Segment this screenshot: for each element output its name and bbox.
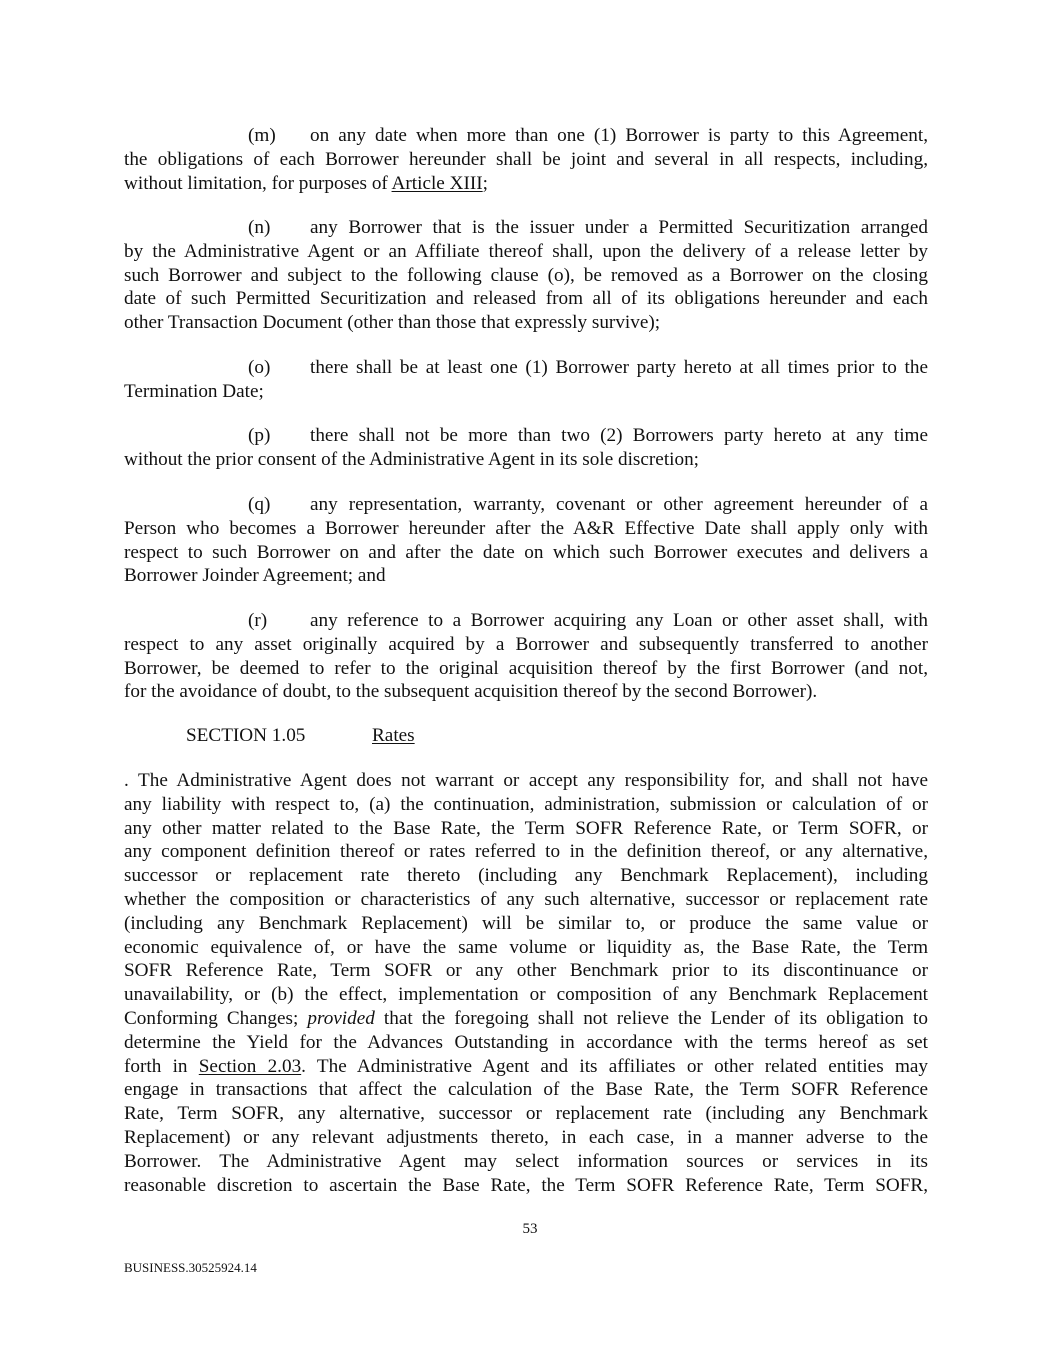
rates-line: . The Administrative Agent does not warrant or accept any responsibility for, and shall not have [124,770,928,791]
section-2-03-link[interactable]: Section 2.03 [198,1055,302,1077]
clause-text: any reference to a Borrower acquiring any Loan or other asset shall, with [310,610,928,631]
clause-line: the obligations of each Borrower hereunder shall be joint and several in all respects, including, [124,148,928,170]
section-number: SECTION 1.05 [186,725,306,746]
clause-line: for the avoidance of doubt, to the subsequent acquisition thereof by the second Borrower). [124,681,818,703]
clause-label: (r) [248,610,268,631]
clause-line: Termination Date; [124,380,264,402]
rates-line: whether the composition or characteristics of any such alternative, successor or replacement rate [124,888,928,910]
clause-text: there shall not be more than two (2) Borrowers party hereto at any time [310,425,928,446]
clause-text: ; [482,172,488,194]
rates-text: forth in [124,1055,199,1077]
clause-line [124,609,928,633]
rates-line [124,1007,928,1031]
rates-paragraph [124,769,928,1197]
rates-line: reasonable discretion to ascertain the Base Rate, the Term SOFR Reference Rate, Term SOFR, [124,1174,928,1196]
provided-italic: provided [307,1007,375,1029]
clause-line [124,424,928,448]
rates-text: that the foregoing shall not relieve the Lender of its obligation to [374,1007,928,1029]
clause-line [124,356,928,380]
clause-label: (p) [248,425,271,446]
article-xiii-link[interactable]: Article XIII [391,172,483,194]
clause-label: (m) [248,125,276,146]
clause-line: date of such Permitted Securitization and released from all of its obligations hereunder and each [124,288,928,310]
clause-line: Person who becomes a Borrower hereunder after the A&R Effective Date shall apply only with [124,517,928,539]
rates-line: economic equivalence of, or have the same volume or liquidity as, the Base Rate, the Term [124,936,928,958]
clause-line: by the Administrative Agent or an Affiliate thereof shall, upon the delivery of a release letter by [124,240,928,262]
clause-text: on any date when more than one (1) Borrower is party to this Agreement, [310,125,928,146]
clause-text: there shall be at least one (1) Borrower party hereto at all times prior to the [310,357,928,378]
clause-text: any Borrower that is the issuer under a Permitted Securitization arranged [310,217,928,238]
clause-line [124,172,928,196]
rates-line: Replacement) or any relevant adjustments thereto, in each case, in a manner adverse to the [124,1126,928,1148]
clause-label: (n) [248,217,271,238]
clause-o [124,356,928,404]
clause-r [124,609,928,704]
rates-line: successor or replacement rate thereto (including any Benchmark Replacement), including [124,865,928,887]
clause-label: (q) [248,494,271,515]
clause-m [124,124,928,195]
clause-line: respect to any asset originally acquired by a Borrower and subsequently transferred to another [124,633,928,655]
rates-text: . The Administrative Agent and its affiliates or other related entities may [301,1055,928,1077]
clause-line: without the prior consent of the Administrative Agent in its sole discretion; [124,448,700,470]
section-title: Rates [372,725,415,746]
clause-line [124,493,928,517]
rates-line: SOFR Reference Rate, Term SOFR or any other Benchmark prior to its discontinuance or [124,960,928,982]
rates-line: engage in transactions that affect the calculation of the Base Rate, the Term SOFR Reference [124,1079,928,1101]
clause-p [124,424,928,472]
page-number: 53 [522,1221,538,1237]
rates-line [124,1055,928,1079]
clause-q [124,493,928,588]
rates-line: (including any Benchmark Replacement) will be similar to, or produce the same value or [124,912,928,934]
clause-line: Borrower Joinder Agreement; and [124,565,386,587]
clause-label: (o) [248,357,271,378]
rates-line: any liability with respect to, (a) the continuation, administration, submission or calculation of or [124,793,928,815]
clause-line: other Transaction Document (other than those that expressly survive); [124,312,661,334]
clause-line: such Borrower and subject to the following clause (o), be removed as a Borrower on the closing [124,264,928,286]
rates-line: any other matter related to the Base Rate, the Term SOFR Reference Rate, or Term SOFR, or [124,817,928,839]
rates-text: Conforming Changes; [124,1007,308,1029]
clause-line: respect to such Borrower on and after the date on which such Borrower executes and delivers a [124,541,928,563]
section-heading [186,725,415,747]
rates-line: any component definition thereof or rates referred to in the definition thereof, or any alternative, [124,841,928,863]
rates-line: Rate, Term SOFR, any alternative, successor or replacement rate (including any Benchmark [124,1103,928,1125]
clause-line [124,124,928,148]
rates-line: unavailability, or (b) the effect, implementation or composition of any Benchmark Replacement [124,984,928,1006]
clause-n [124,216,928,335]
rates-line: determine the Yield for the Advances Outstanding in accordance with the terms hereof as set [124,1031,928,1053]
clause-line: Borrower, be deemed to refer to the original acquisition thereof by the first Borrower (and not, [124,657,928,679]
clause-line [124,216,928,240]
clause-text: any representation, warranty, covenant or other agreement hereunder of a [310,494,928,515]
clause-text: without limitation, for purposes of [124,172,392,194]
document-footer-id: BUSINESS.30525924.14 [124,1260,257,1275]
rates-line: Borrower. The Administrative Agent may select information sources or services in its [124,1150,928,1172]
